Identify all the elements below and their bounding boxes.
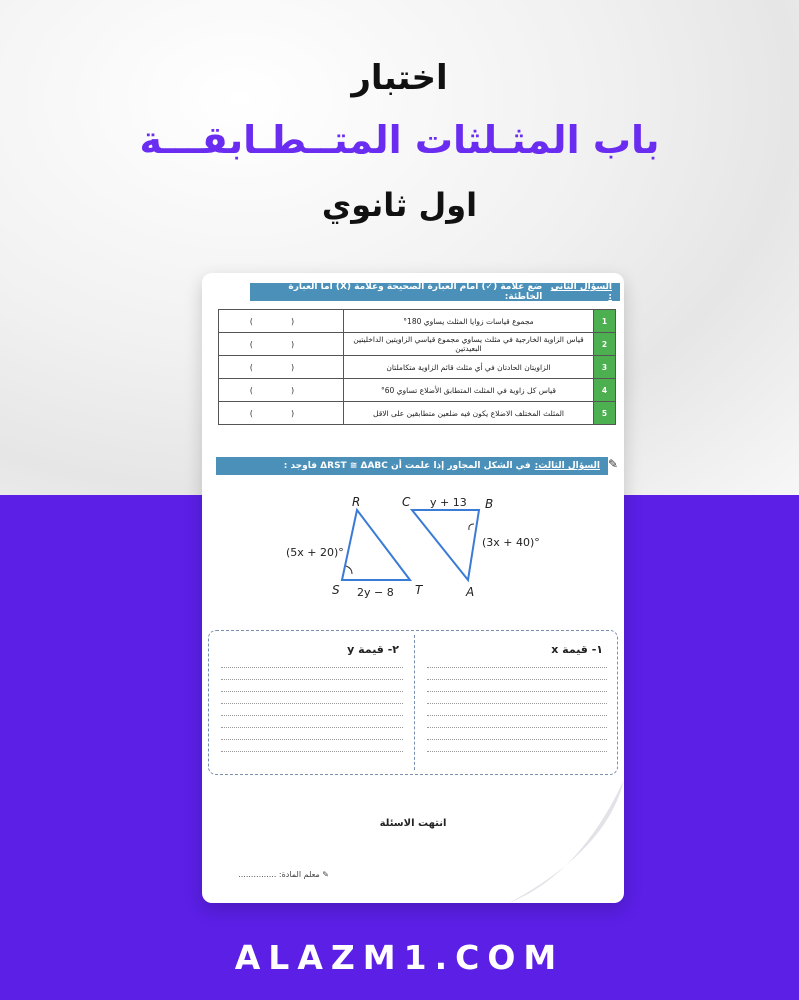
pencil-icon: ✎ [608, 457, 619, 471]
end-of-questions: انتهت الاسئلة [379, 818, 447, 829]
q2-header-label: السؤال الثاني : [550, 282, 612, 302]
answer-y-label: ٢- قيمة y [347, 643, 399, 656]
answer-y-line[interactable] [221, 739, 403, 740]
answer-y-line[interactable] [221, 691, 403, 692]
angle-arc-b [469, 524, 474, 530]
angle-arc-s [346, 566, 352, 574]
row-number: 3 [594, 356, 616, 379]
row-answer-slot[interactable]: ( ) [219, 402, 344, 425]
label-side-cb: y + 13 [430, 496, 467, 509]
answer-area [208, 630, 618, 775]
table-row [219, 379, 616, 402]
row-number: 5 [594, 402, 616, 425]
answer-x-line[interactable] [427, 727, 607, 728]
row-statement: الزاويتان الحادتان في أي مثلث قائم الزاوية متكاملتان [344, 356, 594, 379]
curl-backside [509, 780, 624, 903]
row-statement: مجموع قياسات زوايا المثلث يساوي 180° [344, 310, 594, 333]
table-row [219, 310, 616, 333]
title-line-2: باب المثـلثات المتــطـابقـــة [139, 118, 660, 162]
label-angle-b: (3x + 40)° [482, 536, 540, 549]
triangle-abc [412, 510, 479, 580]
q3-header-label: السؤال الثالث: [534, 461, 600, 471]
triangle-rst [342, 510, 410, 580]
q2-header-text: ضع علامة (✓) امام العبارة الصحيحة وعلامة (X) اما العبارة الخاطئة: [288, 282, 543, 302]
page-curl [509, 780, 659, 930]
row-answer-slot[interactable]: ( ) [219, 310, 344, 333]
q3-header-text: في الشكل المجاور إذا علمت أن ΔRST ≅ ΔABC فاوجد : [283, 461, 531, 471]
answer-y-line[interactable] [221, 727, 403, 728]
answer-y-line[interactable] [221, 715, 403, 716]
answer-y-line[interactable] [221, 679, 403, 680]
teacher-line [238, 870, 329, 879]
answer-x-line[interactable] [427, 739, 607, 740]
vertex-t: T [415, 583, 423, 597]
title-line-3: اول ثانوي [321, 186, 478, 224]
row-statement: المثلث المختلف الاضلاع يكون فيه ضلعين متطابقين على الاقل [344, 402, 594, 425]
vertex-c: C [402, 495, 411, 509]
answer-x-label: ١- قيمة x [551, 643, 603, 656]
row-number: 4 [594, 379, 616, 402]
vertex-s: S [332, 583, 340, 597]
teacher-label: معلم المادة: ............... [238, 870, 320, 879]
label-side-st: 2y − 8 [357, 586, 394, 599]
answer-x-line[interactable] [427, 703, 607, 704]
edit-icon: ✎ [322, 870, 329, 879]
vertex-a: A [466, 585, 475, 599]
table-row [219, 333, 616, 356]
label-angle-s: (5x + 20)° [286, 546, 344, 559]
row-number: 1 [594, 310, 616, 333]
row-answer-slot[interactable]: ( ) [219, 333, 344, 356]
row-statement: قياس الزاوية الخارجية في مثلث يساوي مجموع قياسي الزاويتين الداخليتين البعيدتين [344, 333, 594, 356]
answer-x-line[interactable] [427, 691, 607, 692]
title-line-1: اختبار [351, 58, 448, 98]
row-number: 2 [594, 333, 616, 356]
q2-header [250, 283, 620, 301]
answer-y-line[interactable] [221, 667, 403, 668]
row-answer-slot[interactable]: ( ) [219, 356, 344, 379]
answer-x-line[interactable] [427, 679, 607, 680]
row-statement: قياس كل زاوية في المثلث المتطابق الأضلاع تساوي 60° [344, 379, 594, 402]
triangles-figure [282, 488, 542, 608]
q3-header [216, 457, 608, 475]
row-answer-slot[interactable]: ( ) [219, 379, 344, 402]
answer-x-line[interactable] [427, 667, 607, 668]
vertex-b: B [485, 497, 494, 511]
answer-x-line[interactable] [427, 751, 607, 752]
answer-y-line[interactable] [221, 751, 403, 752]
answer-y-line[interactable] [221, 703, 403, 704]
table-row [219, 356, 616, 379]
answer-x-line[interactable] [427, 715, 607, 716]
website-url[interactable]: ALAZM1.COM [234, 938, 565, 977]
true-false-table [218, 309, 616, 425]
table-row [219, 402, 616, 425]
vertex-r: R [352, 495, 361, 509]
answer-divider [414, 635, 415, 770]
